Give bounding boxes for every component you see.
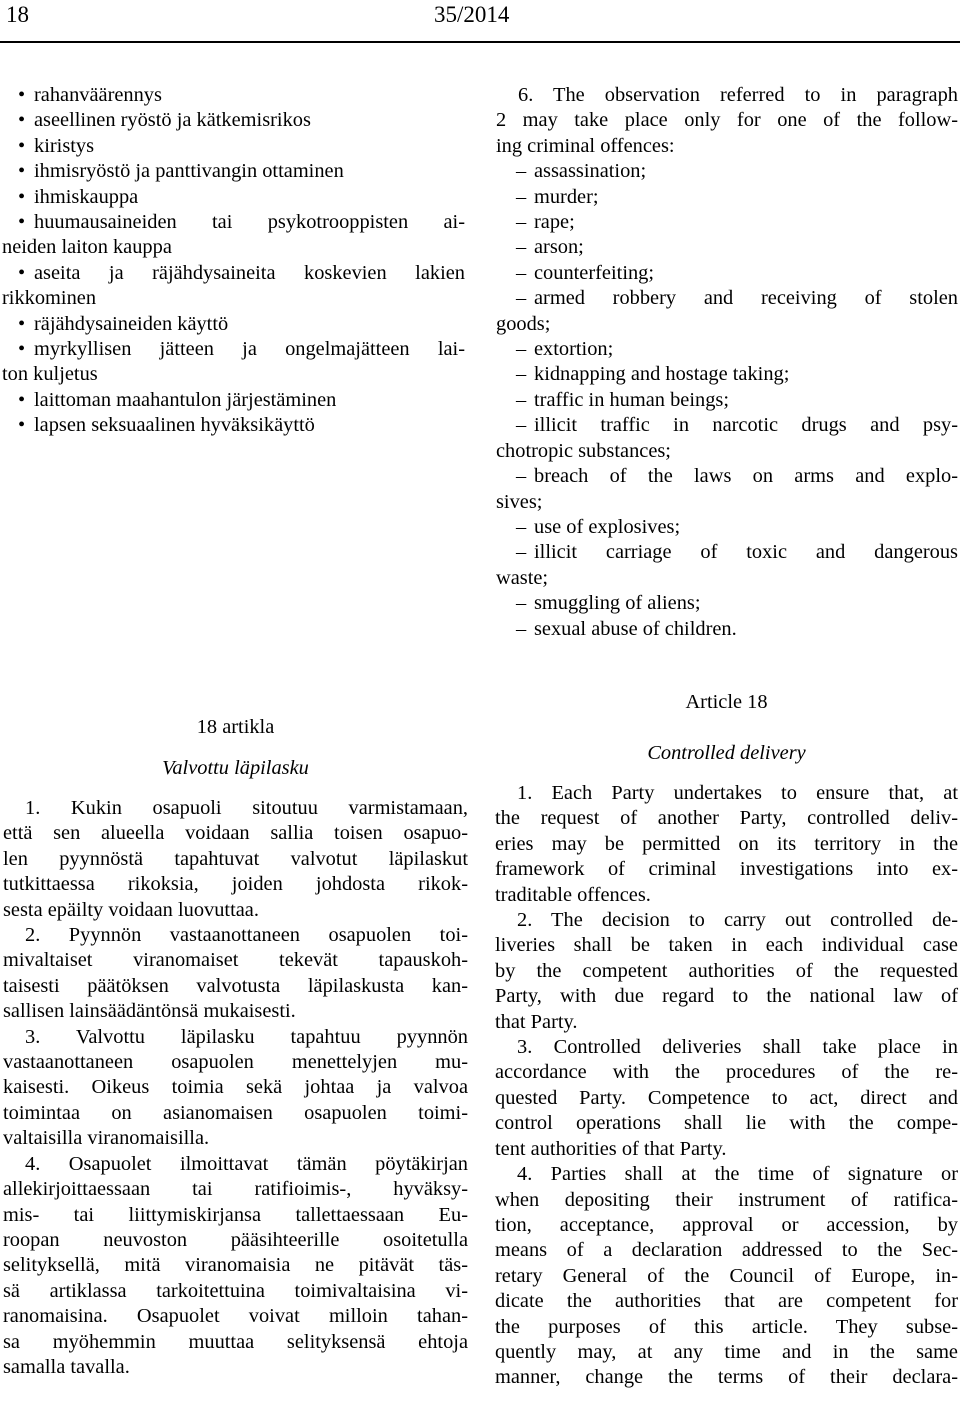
dash-item: – counterfeiting; (496, 261, 958, 286)
list-text-line: ing criminal offences: (496, 134, 675, 157)
dash-item: – illicit traffic in narcotic drugs and psy- (496, 413, 958, 438)
left-offence-list (2, 83, 465, 439)
bullet-item: • ihmiskauppa (18, 185, 465, 210)
article-text-line: kaisesti. Oikeus toimia sekä johtaa ja valvoa (3, 1076, 468, 1099)
article-text-line: retary General of the Council of Europe, in- (495, 1264, 958, 1287)
page-number: 18 (6, 2, 29, 27)
article-text-line: 4. Parties shall at the time of signature or (517, 1163, 958, 1186)
article-text-line: 1. Kukin osapuoli sitoutuu varmistamaan, (25, 797, 468, 819)
article-text-line: ranomaisina. Osapuolet voivat milloin tahan- (3, 1305, 468, 1328)
article-text-line: control operations shall lie with the compe- (495, 1112, 958, 1135)
article-text-line: by the competent authorities of the requested (495, 959, 958, 982)
dash-item: – murder; (496, 185, 958, 210)
article-text-line: 2. Pyynnön vastaanottaneen osapuolen toi- (25, 924, 468, 947)
article-text-line: vastaanottaneen osapuolen menettelyjen mu- (3, 1051, 468, 1074)
dash-item: – sexual abuse of children. (496, 617, 958, 642)
list-text-line: waste; (496, 566, 549, 589)
article-text-line: 3. Valvottu läpilasku tapahtuu pyynnön (25, 1025, 468, 1048)
article-text-line: mivaltaiset viranomaiset tekevät tapauskoh- (3, 949, 468, 972)
article-text-line: että sen alueella voidaan sallia toisen osapuo- (3, 822, 468, 845)
bullet-continuation: ton kuljetus (2, 363, 98, 386)
en-article-subheading: Controlled delivery (647, 742, 806, 764)
fi-article (3, 715, 468, 1380)
article-text-line: samalla tavalla. (3, 1355, 130, 1378)
dash-item: – assassination; (496, 159, 958, 184)
bullet-item: • laittoman maahantulon järjestäminen (18, 388, 465, 413)
article-text-line: the purposes of this article. They subse- (495, 1315, 958, 1338)
bullet-item: • rahanväärennys (18, 83, 465, 108)
header-rule (0, 41, 960, 43)
article-text-line: tutkittaessa rikoksia, joiden johdosta rikok- (3, 873, 468, 896)
article-text-line: the request of another Party, controlled deliv- (495, 807, 958, 830)
article-text-line: 1. Each Party undertakes to ensure that, at (517, 782, 958, 804)
article-text-line: sa myöhemmin muuttaa selityksensä ehtoja (3, 1330, 468, 1353)
article-text-line: roopan neuvoston pääsihteerille osoitetulla (3, 1228, 468, 1251)
dash-item: – smuggling of aliens; (496, 591, 958, 616)
article-text-line: tion, acceptance, approval or accession, by (495, 1213, 958, 1236)
list-text-line: 2 may take place only for one of the follow- (496, 109, 958, 132)
dash-item: – traffic in human beings; (496, 388, 958, 413)
list-text-line: chotropic substances; (496, 439, 671, 462)
bullet-continuation: neiden laiton kauppa (2, 236, 172, 259)
article-text-line: len pyynnöstä tapahtuvat valvotut läpilaskut (3, 847, 468, 870)
dash-item: – armed robbery and receiving of stolen (496, 286, 958, 311)
article-text-line: toimintaa on asianomaisen osapuolen toimi- (3, 1101, 468, 1124)
article-text-line: 2. The decision to carry out controlled de- (517, 909, 958, 932)
article-text-line: tent authorities of that Party. (495, 1137, 727, 1160)
dash-item: – extortion; (496, 337, 958, 362)
article-text-line: sesta epäilty voidaan luovuttaa. (3, 898, 259, 921)
dash-item: – arson; (496, 235, 958, 260)
article-text-line: 3. Controlled deliveries shall take place in (517, 1036, 958, 1059)
bullet-item: • aseellinen ryöstö ja kätkemisrikos (18, 108, 465, 133)
list-text-line: goods; (496, 312, 551, 335)
article-text-line: accordance with the procedures of the re- (495, 1061, 958, 1084)
article-text-line: manner, change the terms of their declara- (495, 1366, 958, 1389)
bullet-item: • aseita ja räjähdysaineita koskevien lakien (18, 261, 465, 286)
dash-item: – kidnapping and hostage taking; (496, 362, 958, 387)
article-text-line: traditable offences. (495, 883, 651, 906)
bullet-item: • ihmisryöstö ja panttivangin ottaminen (18, 159, 465, 184)
bullet-item: • huumausaineiden tai psykotrooppisten ai- (18, 210, 465, 235)
dash-item: – illicit carriage of toxic and dangerous (496, 540, 958, 565)
bullet-item: • kiristys (18, 134, 465, 159)
article-text-line: framework of criminal investigations into ex- (495, 858, 958, 881)
article-text-line: that Party. (495, 1010, 578, 1033)
article-text-line: Party, with due regard to the national law of (495, 985, 958, 1008)
article-text-line: valtaisilla viranomaisilla. (3, 1127, 210, 1150)
dash-item: – breach of the laws on arms and explo- (496, 464, 958, 489)
article-text-line: sä artiklassa tarkoitettuina toimivaltaisina vi- (3, 1279, 468, 1302)
bullet-item: • myrkyllisen jätteen ja ongelmajätteen lai- (18, 337, 465, 362)
article-text-line: sallisen lainsäädäntönsä mukaisesti. (3, 1000, 296, 1023)
fi-article-body (3, 796, 468, 1380)
en-article (495, 690, 958, 1391)
article-text-line: taisesti päätöksen valvotusta läpilaskusta kan- (3, 974, 468, 997)
article-text-line: quested Party. Competence to act, direct and (495, 1086, 958, 1109)
article-text-line: quently may, at any time and in the same (495, 1340, 958, 1363)
article-text-line: mis- tai liittymiskirjansa tallettaessaan Eu- (3, 1203, 468, 1226)
list-text-line: 6. The observation referred to in paragraph (518, 84, 958, 106)
dash-item: – use of explosives; (496, 515, 958, 540)
bullet-item: • lapsen seksuaalinen hyväksikäyttö (18, 413, 465, 438)
list-text-line: sives; (496, 490, 543, 513)
article-text-line: allekirjoittaessaan tai ratifioimis-, hyväksy- (3, 1178, 468, 1201)
article-text-line: means of a declaration addressed to the Sec- (495, 1239, 958, 1262)
article-text-line: dicate the authorities that are competent for (495, 1290, 958, 1313)
bullet-continuation: rikkominen (2, 287, 97, 310)
fi-article-subheading: Valvottu läpilasku (162, 757, 309, 779)
article-text-line: 4. Osapuolet ilmoittavat tämän pöytäkirjan (25, 1152, 468, 1175)
bullet-item: • räjähdysaineiden käyttö (18, 312, 465, 337)
fi-article-heading: 18 artikla (196, 716, 275, 738)
article-text-line: when depositing their instrument of ratifica- (495, 1188, 958, 1211)
article-text-line: eries may be permitted on its territory in the (495, 832, 958, 855)
right-offence-list (496, 83, 958, 642)
en-article-heading: Article 18 (685, 691, 768, 713)
article-text-line: selityksellä, mitä viranomaisia ne pitävät täs- (3, 1254, 468, 1277)
dash-item: – rape; (496, 210, 958, 235)
issue-number: 35/2014 (434, 2, 510, 27)
en-article-body (495, 781, 958, 1391)
article-text-line: liveries shall be taken in each individual case (495, 934, 958, 957)
